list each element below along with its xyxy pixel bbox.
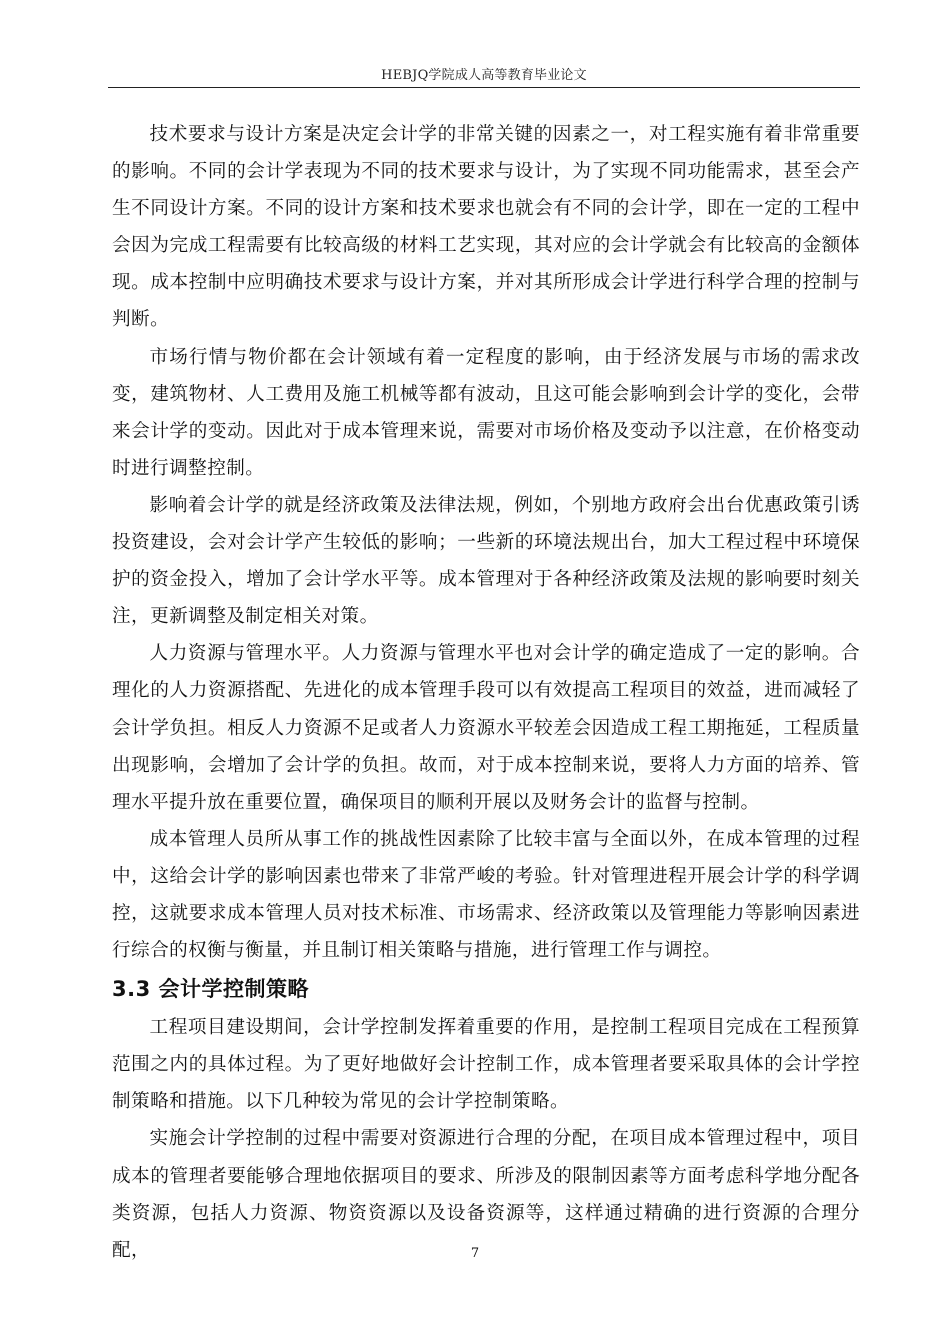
page-number: 7 [470, 1246, 480, 1261]
running-header: HEBJQ学院成人高等教育毕业论文 [381, 68, 587, 83]
header-rule [108, 87, 860, 88]
section-heading: 3.3 会计学控制策略 [112, 977, 310, 1002]
paragraph: 人力资源与管理水平。人力资源与管理水平也对会计学的确定造成了一定的影响。合理化的人力资源搭配、先进化的成本管理手段可以有效提高工程项目的效益，进而减轻了会计学负担。相反人力资源不足或者人力资源水平较差会因造成工程工期拖延，工程质量出现影响，会增加了会计学的负担。故而，对于成本控制来说，要将人力方面的培养、管理水平提升放在重要位置，确保项目的顺利开展以及财务会计的监督与控制。 [112, 643, 860, 813]
page-body [112, 116, 860, 1269]
paragraph: 成本管理人员所从事工作的挑战性因素除了比较丰富与全面以外，在成本管理的过程中，这给会计学的影响因素也带来了非常严峻的考验。针对管理进程开展会计学的科学调控，这就要求成本管理人员对技术标准、市场需求、经济政策以及管理能力等影响因素进行综合的权衡与衡量，并且制订相关策略与措施，进行管理工作与调控。 [112, 828, 860, 962]
paragraph: 影响着会计学的就是经济政策及法律法规，例如，个别地方政府会出台优惠政策引诱投资建设，会对会计学产生较低的影响；一些新的环境法规出台，加大工程过程中环境保护的资金投入，增加了会计学水平等。成本管理对于各种经济政策及法规的影响要时刻关注，更新调整及制定相关对策。 [112, 494, 860, 628]
paragraph: 市场行情与物价都在会计领域有着一定程度的影响，由于经济发展与市场的需求改变，建筑物材、人工费用及施工机械等都有波动，且这可能会影响到会计学的变化，会带来会计学的变动。因此对于成本管理来说，需要对市场价格及变动予以注意，在价格变动时进行调整控制。 [112, 346, 860, 479]
paragraph: 技术要求与设计方案是决定会计学的非常关键的因素之一，对工程实施有着非常重要的影响。不同的会计学表现为不同的技术要求与设计，为了实现不同功能需求，甚至会产生不同设计方案。不同的设计方案和技术要求也就会有不同的会计学，即在一定的工程中会因为完成工程需要有比较高级的材料工艺实现，其对应的会计学就会有比较高的金额体现。成本控制中应明确技术要求与设计方案，并对其所形成会计学进行科学合理的控制与判断。 [112, 124, 860, 331]
paragraph: 工程项目建设期间，会计学控制发挥着重要的作用，是控制工程项目完成在工程预算范围之内的具体过程。为了更好地做好会计控制工作，成本管理者要采取具体的会计学控制策略和措施。以下几种较为常见的会计学控制策略。 [112, 1017, 860, 1113]
paragraph: 实施会计学控制的过程中需要对资源进行合理的分配，在项目成本管理过程中，项目成本的管理者要能够合理地依据项目的要求、所涉及的限制因素等方面考虑科学地分配各类资源，包括人力资源、物资资源以及设备资源等，这样通过精确的进行资源的合理分配， [112, 1128, 860, 1261]
